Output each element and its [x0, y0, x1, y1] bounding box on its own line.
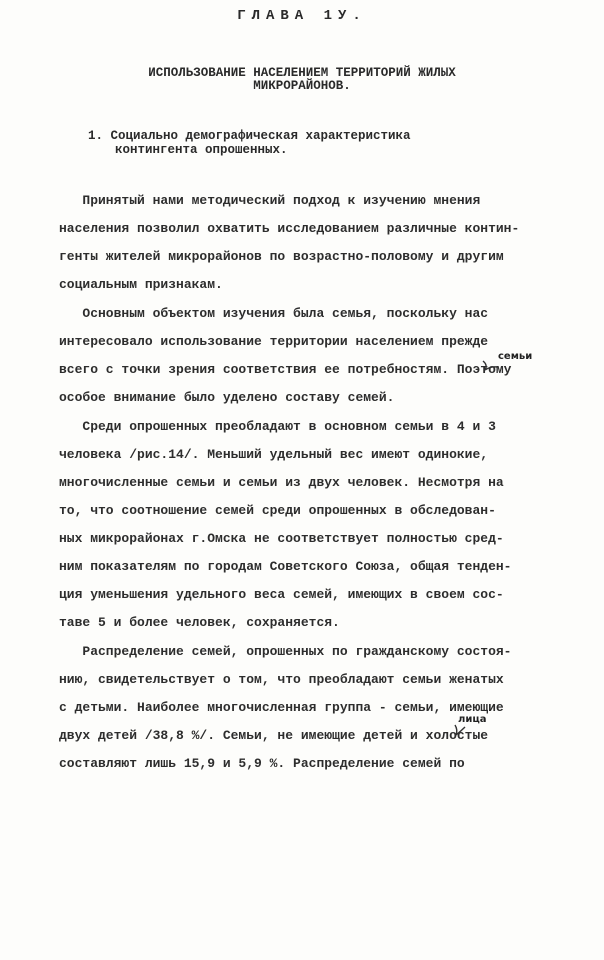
body-line: многочисленные семьи и семьи из двух человек. Несмотря на [59, 475, 504, 490]
body-line: с детьми. Наиболее многочисленная группа - семьи, имеющие [59, 700, 504, 715]
body-line: ним показателям по городам Советского Союза, общая тенден- [59, 559, 512, 574]
chapter-title-line-2: МИКРОРАЙОНОВ. [253, 79, 351, 93]
body-line: таве 5 и более человек, сохраняется. [59, 615, 340, 630]
chapter-heading: ГЛАВА 1У. [237, 8, 367, 24]
insertion-mark-icon [480, 359, 500, 373]
body-line: интересовало использование территории населением прежде [59, 334, 489, 349]
body-line: всего с точки зрения соответствия ее потребностям. Поэтому [59, 362, 512, 377]
body-line: Среди опрошенных преобладают в основном семьи в 4 и 3 [59, 419, 496, 434]
chapter-title-line-1: ИСПОЛЬЗОВАНИЕ НАСЕЛЕНИЕМ ТЕРРИТОРИЙ ЖИЛЫХ [148, 66, 456, 80]
body-line: населения позволил охватить исследованием различные контин- [59, 221, 520, 236]
body-line: нию, свидетельствует о том, что преобладают семьи женатых [59, 672, 504, 687]
body-line: Распределение семей, опрошенных по гражданскому состоя- [59, 644, 512, 659]
body-line: Принятый нами методический подход к изучению мнения [59, 193, 481, 208]
body-line: ция уменьшения удельного веса семей, имеющих в своем сос- [59, 587, 504, 602]
body-line: Основным объектом изучения была семья, поскольку нас [59, 306, 489, 321]
body-line: человека /рис.14/. Меньший удельный вес имеют одинокие, [59, 447, 489, 462]
handwritten-note-semyi: семьи [498, 351, 533, 362]
body-line: составляют лишь 15,9 и 5,9 %. Распределение семей по [59, 756, 465, 771]
insertion-mark-icon [452, 722, 468, 738]
body-line: особое внимание было уделено составу семей. [59, 390, 395, 405]
handwritten-note-litsa: лица [458, 714, 487, 725]
body-line: двух детей /38,8 %/. Семьи, не имеющие детей и холостые [59, 728, 489, 743]
body-line: социальным признакам. [59, 277, 223, 292]
body-line: то, что соотношение семей среди опрошенных в обследован- [59, 503, 496, 518]
section-heading-line-1: 1. Социально демографическая характеристика [88, 129, 411, 143]
body-line: генты жителей микрорайонов по возрастно-половому и другим [59, 249, 504, 264]
section-heading-line-2: контингента опрошенных. [115, 143, 288, 157]
body-line: ных микрорайонах г.Омска не соответствует полностью сред- [59, 531, 504, 546]
